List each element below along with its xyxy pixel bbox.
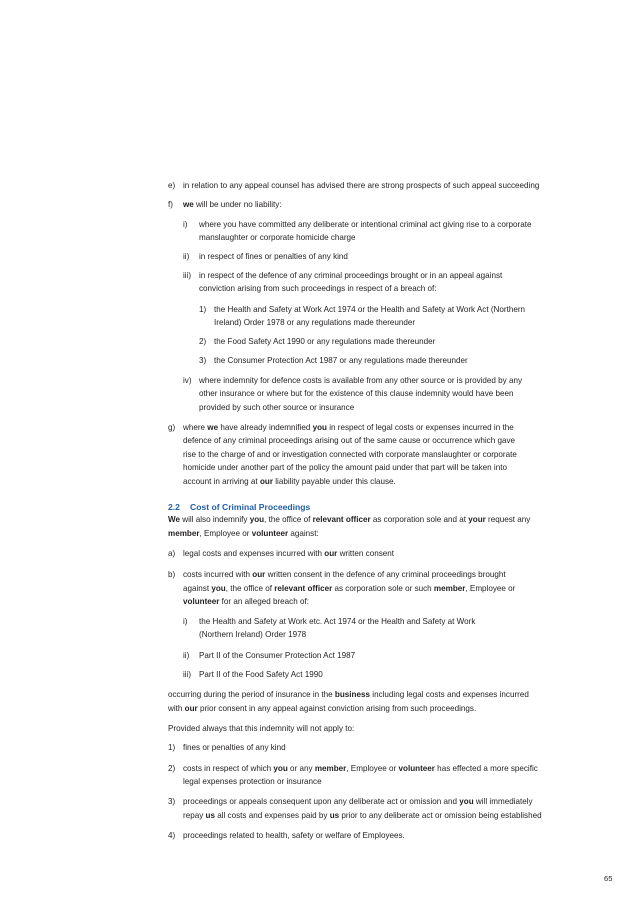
clause-f-iii-2-text: the Food Safety Act 1990 or any regulations made thereunder xyxy=(214,337,436,346)
clause-f-ii-text: in respect of fines or penalties of any kind xyxy=(199,252,348,261)
intro-line1: We will also indemnify you, the office of relevant officer as corporation sole and at your request any xyxy=(168,515,531,524)
clause-f-iv-line1: where indemnity for defence costs is available from any other source or is provided by any xyxy=(199,376,523,385)
list-marker: f) xyxy=(168,200,173,209)
list-marker: iii) xyxy=(183,670,192,679)
exclusion-3-line2: repay us all costs and expenses paid by us prior to any deliberate act or omission being established xyxy=(183,811,542,820)
exclusion-4-text: proceedings related to health, safety or welfare of Employees. xyxy=(183,831,405,840)
clause-g-line5: account in arriving at our liability payable under this clause. xyxy=(183,477,396,486)
list-marker: 1) xyxy=(168,743,176,752)
clause-f-iii-1-line1: the Health and Safety at Work Act 1974 or the Health and Safety at Work Act (Northern xyxy=(214,305,526,314)
list-marker: ii) xyxy=(183,651,190,660)
provided-text: Provided always that this indemnity will not apply to: xyxy=(168,724,355,733)
clause-b-line3: volunteer for an alleged breach of: xyxy=(183,597,309,606)
clause-f-i-line1: where you have committed any deliberate or intentional criminal act giving rise to a corporate xyxy=(199,220,532,229)
clause-b-i-line2: (Northern Ireland) Order 1978 xyxy=(199,630,307,639)
clause-f-iii-line1: in respect of the defence of any criminal proceedings brought or in an appeal against xyxy=(199,271,503,280)
list-marker: iv) xyxy=(183,376,192,385)
exclusion-2-line2: legal expenses protection or insurance xyxy=(183,777,322,786)
clause-f-i-line2: manslaughter or corporate homicide charge xyxy=(199,233,356,242)
list-marker: i) xyxy=(183,220,188,229)
list-marker: 1) xyxy=(199,305,207,314)
occurring-line1: occurring during the period of insurance in the business including legal costs and expenses incurred xyxy=(168,690,529,699)
list-marker: b) xyxy=(168,570,176,579)
list-marker: 2) xyxy=(199,337,207,346)
intro-line2: member, Employee or volunteer against: xyxy=(168,529,319,538)
list-marker: iii) xyxy=(183,271,192,280)
clause-f-iii-1-line2: Ireland) Order 1978 or any regulations made thereunder xyxy=(214,318,416,327)
clause-g-line1: where we have already indemnified you in respect of legal costs or expenses incurred in the xyxy=(183,423,514,432)
list-marker: 3) xyxy=(199,356,207,365)
clause-g-line2: defence of any criminal proceedings arising out of the same cause or occurrence which gave xyxy=(183,436,516,445)
list-marker: 4) xyxy=(168,831,176,840)
section-heading xyxy=(168,502,310,512)
occurring-line2: with our prior consent in any appeal against conviction arising from such proceedings. xyxy=(168,704,477,713)
clause-b-line1: costs incurred with our written consent in the defence of any criminal proceedings brought xyxy=(183,570,506,579)
list-marker: 2) xyxy=(168,764,176,773)
list-marker: ii) xyxy=(183,252,190,261)
exclusion-2-line1: costs in respect of which you or any member, Employee or volunteer has effected a more specific xyxy=(183,764,538,773)
clause-f-text: we will be under no liability: xyxy=(183,200,282,209)
exclusion-3-line1: proceedings or appeals consequent upon any deliberate act or omission and you will immediately xyxy=(183,797,533,806)
list-marker: 3) xyxy=(168,797,176,806)
clause-a-text: legal costs and expenses incurred with our written consent xyxy=(183,549,395,558)
clause-b-line2: against you, the office of relevant officer as corporation sole or such member, Employee or xyxy=(183,584,516,593)
list-marker: e) xyxy=(168,181,176,190)
list-marker: a) xyxy=(168,549,176,558)
exclusion-1-text: fines or penalties of any kind xyxy=(183,743,286,752)
clause-f-iii-line2: conviction arising from such proceedings in respect of a breach of: xyxy=(199,284,437,293)
clause-f-iv-line3: provided by such other source or insurance xyxy=(199,403,355,412)
clause-g-line4: homicide under another part of the policy the amount paid under that part will be taken into xyxy=(183,463,507,472)
clause-f-iii-3-text: the Consumer Protection Act 1987 or any regulations made thereunder xyxy=(214,356,468,365)
page-number: 65 xyxy=(604,874,613,883)
clause-b-ii-text: Part II of the Consumer Protection Act 1987 xyxy=(199,651,356,660)
clause-e-text: in relation to any appeal counsel has advised there are strong prospects of such appeal succeeding xyxy=(183,181,540,190)
clause-f-iv-line2: other insurance or where but for the existence of this clause indemnity would have been xyxy=(199,389,514,398)
section-title: Cost of Criminal Proceedings xyxy=(190,502,311,512)
list-marker: i) xyxy=(183,617,188,626)
clause-b-iii-text: Part II of the Food Safety Act 1990 xyxy=(199,670,323,679)
clause-g-line3: rise to the charge of and or investigation connected with corporate manslaughter or corporate xyxy=(183,450,517,459)
section-number: 2.2 xyxy=(168,502,180,512)
clause-b-i-line1: the Health and Safety at Work etc. Act 1974 or the Health and Safety at Work xyxy=(199,617,476,626)
list-marker: g) xyxy=(168,423,176,432)
